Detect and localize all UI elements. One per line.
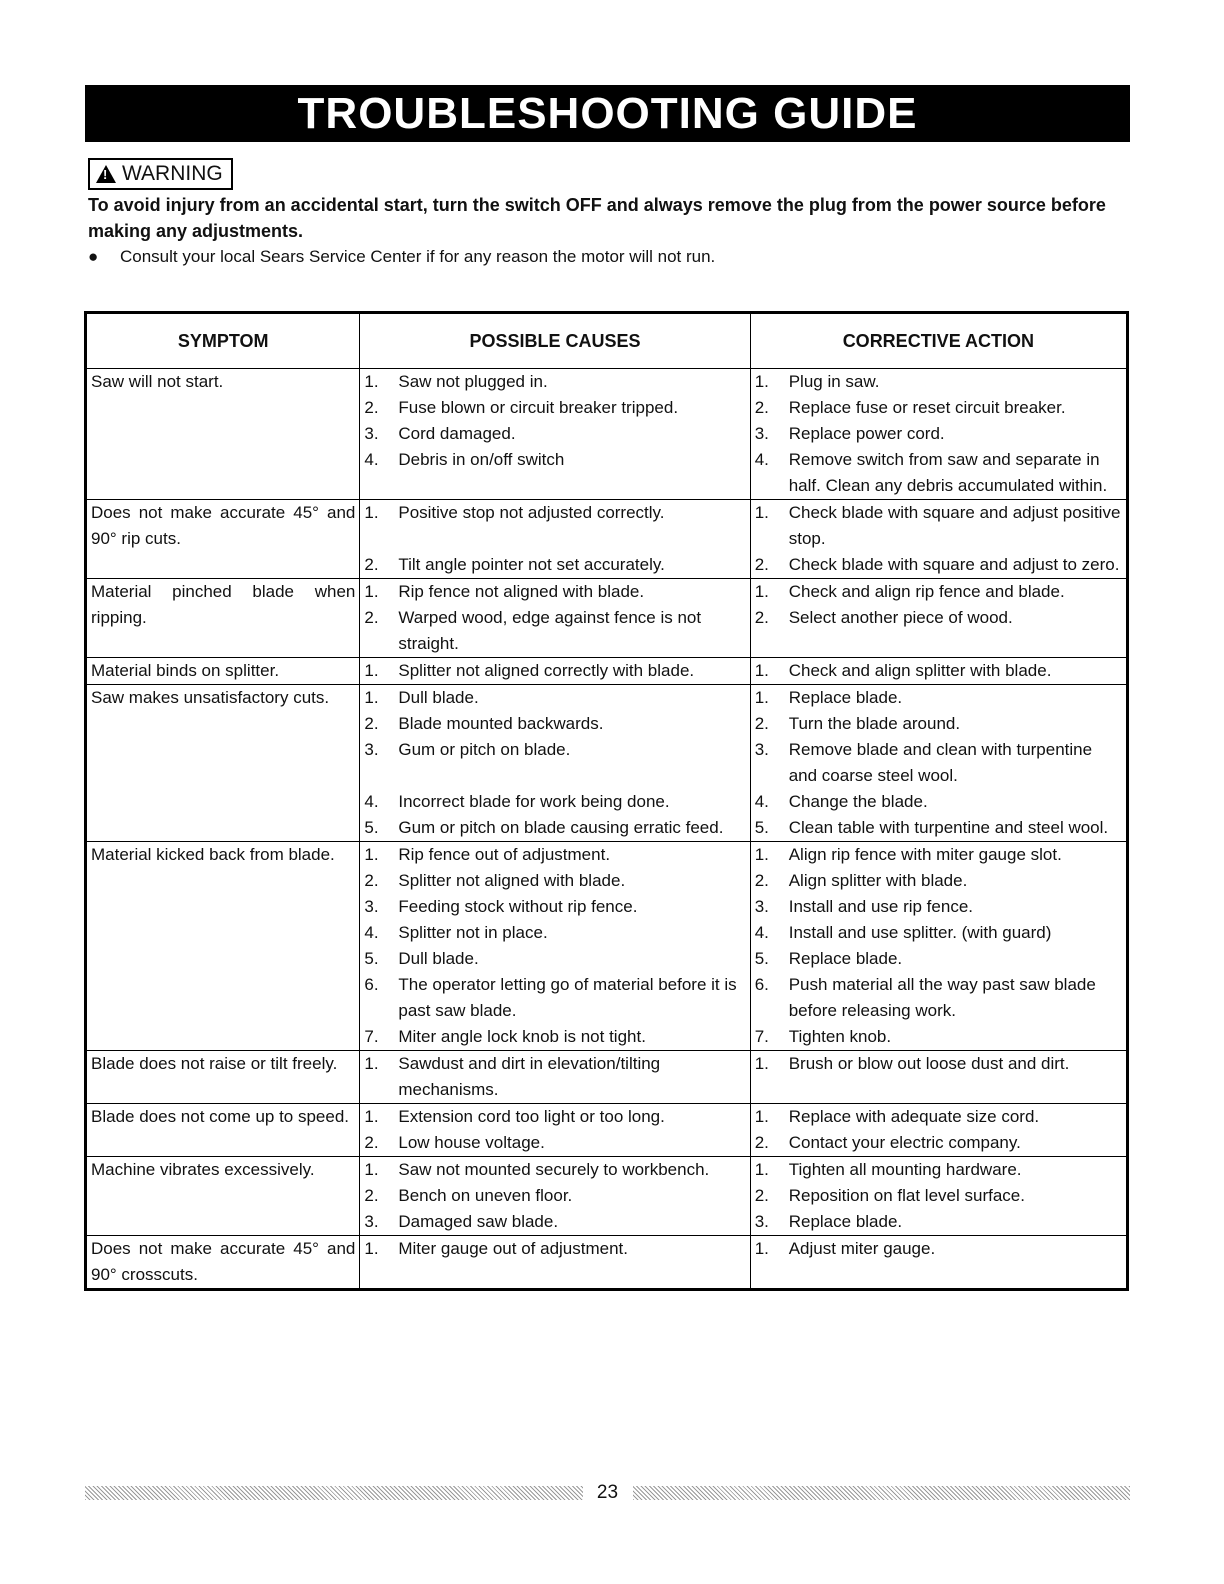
item-number: 2.: [364, 871, 379, 890]
action-text: Tighten all mounting hardware.: [788, 1160, 1022, 1179]
list-item: [364, 369, 745, 395]
item-number: 3.: [364, 897, 379, 916]
item-number: 3.: [754, 1212, 769, 1231]
symptom-text: Saw makes unsatisfactory cuts.: [91, 688, 330, 707]
item-number: 3.: [364, 424, 379, 443]
item-number: 4.: [364, 923, 379, 942]
list-item: [755, 1104, 1122, 1130]
item-number: 4.: [364, 792, 379, 811]
list-item: [755, 842, 1122, 868]
table-row: [86, 658, 1128, 685]
list-item: [364, 395, 745, 421]
action-text: Brush or blow out loose dust and dirt.: [788, 1054, 1070, 1073]
causes-cell: [360, 1051, 750, 1104]
table-row: [86, 1157, 1128, 1236]
cause-text: Low house voltage.: [398, 1133, 545, 1152]
list-item: [755, 789, 1122, 815]
header-possible-causes: POSSIBLE CAUSES: [360, 313, 750, 369]
list-item: [755, 1024, 1122, 1050]
causes-cell: [360, 579, 750, 658]
item-number: 3.: [754, 424, 769, 443]
action-text: Check and align rip fence and blade.: [788, 582, 1065, 601]
table-row: [86, 369, 1128, 500]
symptom-text: Does not make accurate 45° and 90° rip cuts.: [91, 503, 356, 548]
symptom-cell: [86, 685, 360, 842]
cause-text: Cord damaged.: [398, 424, 516, 443]
action-text: Replace blade.: [788, 949, 903, 968]
item-number: 2.: [754, 1133, 769, 1152]
item-number: 2.: [754, 1186, 769, 1205]
list-item: [364, 605, 745, 657]
list-item: [364, 1104, 745, 1130]
actions-cell: [750, 658, 1127, 685]
cause-text: Gum or pitch on blade causing erratic feed.: [398, 818, 724, 837]
cause-text: Miter angle lock knob is not tight.: [398, 1027, 646, 1046]
item-number: 1.: [364, 1239, 379, 1258]
causes-cell: [360, 1157, 750, 1236]
symptom-cell: [86, 369, 360, 500]
table-row: [86, 579, 1128, 658]
cause-text: Incorrect blade for work being done.: [398, 792, 670, 811]
action-text: Clean table with turpentine and steel wool.: [788, 818, 1109, 837]
list-item: [755, 946, 1122, 972]
list-item: [755, 1051, 1122, 1077]
causes-cell: [360, 1104, 750, 1157]
list-item: [755, 447, 1122, 499]
list-item: [364, 421, 745, 447]
warning-text: To avoid injury from an accidental start, turn the switch OFF and always remove the plug from the power source before making any adjustments.: [88, 195, 1106, 241]
list-item: [755, 972, 1122, 1024]
table-row: [86, 500, 1128, 579]
item-number: 5.: [754, 818, 769, 837]
symptom-cell: [86, 1236, 360, 1290]
item-number: 1.: [364, 688, 379, 707]
item-number: 1.: [364, 582, 379, 601]
symptom-text: Material pinched blade when ripping.: [91, 582, 356, 627]
list-item: [755, 711, 1122, 737]
item-number: 2.: [364, 608, 379, 627]
causes-cell: [360, 369, 750, 500]
symptom-cell: [86, 1051, 360, 1104]
item-number: 1.: [364, 503, 379, 522]
list-item: [364, 579, 745, 605]
action-text: Select another piece of wood.: [788, 608, 1013, 627]
cause-text: Miter gauge out of adjustment.: [398, 1239, 628, 1258]
item-number: 2.: [364, 555, 379, 574]
list-item: [755, 605, 1122, 631]
list-item: [755, 815, 1122, 841]
cause-text: Fuse blown or circuit breaker tripped.: [398, 398, 679, 417]
actions-cell: [750, 685, 1127, 842]
item-number: 1.: [364, 372, 379, 391]
action-text: Check and align splitter with blade.: [788, 661, 1052, 680]
symptom-text: Machine vibrates excessively.: [91, 1160, 315, 1179]
list-item: [364, 946, 745, 972]
action-text: Turn the blade around.: [788, 714, 961, 733]
cause-text: The operator letting go of material before it is past saw blade.: [398, 975, 737, 1020]
cause-text: Blade mounted backwards.: [398, 714, 604, 733]
item-number: 1.: [754, 661, 769, 680]
item-number: 1.: [754, 1107, 769, 1126]
cause-text: Rip fence not aligned with blade.: [398, 582, 645, 601]
item-number: 4.: [754, 923, 769, 942]
causes-cell: [360, 500, 750, 579]
action-text: Install and use rip fence.: [788, 897, 973, 916]
actions-cell: [750, 369, 1127, 500]
item-number: 2.: [754, 714, 769, 733]
cause-text: Sawdust and dirt in elevation/tilting mechanisms.: [398, 1054, 661, 1099]
list-item: [755, 1209, 1122, 1235]
cause-text: Tilt angle pointer not set accurately.: [398, 555, 665, 574]
symptom-text: Saw will not start.: [91, 372, 224, 391]
list-item: [364, 1024, 745, 1050]
actions-cell: [750, 842, 1127, 1051]
action-text: Change the blade.: [788, 792, 928, 811]
item-number: 2.: [364, 398, 379, 417]
action-text: Replace blade.: [788, 688, 903, 707]
item-number: 2.: [754, 608, 769, 627]
table-header-row: [86, 313, 1128, 369]
symptom-text: Material kicked back from blade.: [91, 845, 335, 864]
item-number: 3.: [364, 740, 379, 759]
item-number: 3.: [754, 740, 769, 759]
list-item: [364, 1236, 745, 1262]
action-text: Replace fuse or reset circuit breaker.: [788, 398, 1066, 417]
list-item: [364, 815, 745, 841]
cause-text: Splitter not in place.: [398, 923, 548, 942]
item-number: 5.: [754, 949, 769, 968]
table-row: [86, 842, 1128, 1051]
symptom-cell: [86, 500, 360, 579]
actions-cell: [750, 1157, 1127, 1236]
actions-cell: [750, 1236, 1127, 1290]
item-number: 2.: [364, 714, 379, 733]
list-item: [364, 1051, 745, 1103]
spacer: [364, 526, 745, 552]
table-row: [86, 1236, 1128, 1290]
action-text: Align splitter with blade.: [788, 871, 968, 890]
bullet-note: [88, 245, 715, 269]
item-number: 1.: [364, 661, 379, 680]
symptom-text: Blade does not raise or tilt freely.: [91, 1054, 338, 1073]
header-corrective-action: CORRECTIVE ACTION: [750, 313, 1127, 369]
item-number: 7.: [754, 1027, 769, 1046]
item-number: 7.: [364, 1027, 379, 1046]
causes-cell: [360, 842, 750, 1051]
item-number: 2.: [364, 1186, 379, 1205]
item-number: 4.: [754, 450, 769, 469]
page-footer: [85, 1482, 1130, 1504]
action-text: Plug in saw.: [788, 372, 880, 391]
list-item: [364, 447, 745, 473]
item-number: 2.: [754, 398, 769, 417]
list-item: [364, 972, 745, 1024]
symptom-cell: [86, 579, 360, 658]
list-item: [755, 552, 1122, 578]
actions-cell: [750, 500, 1127, 579]
list-item: [364, 920, 745, 946]
cause-text: Splitter not aligned correctly with blade.: [398, 661, 695, 680]
item-number: 3.: [754, 897, 769, 916]
list-item: [755, 1236, 1122, 1262]
list-item: [755, 1130, 1122, 1156]
symptom-cell: [86, 1104, 360, 1157]
cause-text: Saw not plugged in.: [398, 372, 548, 391]
action-text: Push material all the way past saw blade before releasing work.: [788, 975, 1096, 1020]
symptom-cell: [86, 658, 360, 685]
cause-text: Rip fence out of adjustment.: [398, 845, 611, 864]
list-item: [364, 552, 745, 578]
symptom-text: Material binds on splitter.: [91, 661, 280, 680]
cause-text: Debris in on/off switch: [398, 450, 565, 469]
list-item: [755, 369, 1122, 395]
list-item: [364, 789, 745, 815]
item-number: 1.: [754, 845, 769, 864]
action-text: Contact your electric company.: [788, 1133, 1021, 1152]
item-number: 1.: [754, 688, 769, 707]
list-item: [755, 1157, 1122, 1183]
action-text: Adjust miter gauge.: [788, 1239, 936, 1258]
action-text: Replace with adequate size cord.: [788, 1107, 1040, 1126]
action-text: Remove blade and clean with turpentine and coarse steel wool.: [788, 740, 1093, 785]
list-item: [755, 737, 1122, 789]
symptom-text: Blade does not come up to speed.: [91, 1107, 350, 1126]
item-number: 1.: [364, 1107, 379, 1126]
item-number: 1.: [754, 1239, 769, 1258]
action-text: Check blade with square and adjust to zero.: [788, 555, 1120, 574]
item-number: 5.: [364, 949, 379, 968]
item-number: 4.: [364, 450, 379, 469]
item-number: 1.: [754, 1160, 769, 1179]
warning-label: WARNING: [122, 162, 223, 185]
list-item: [364, 685, 745, 711]
causes-cell: [360, 1236, 750, 1290]
table-row: [86, 1051, 1128, 1104]
item-number: 1.: [754, 582, 769, 601]
item-number: 1.: [754, 503, 769, 522]
list-item: [755, 894, 1122, 920]
action-text: Remove switch from saw and separate in half. Clean any debris accumulated within.: [788, 450, 1108, 495]
actions-cell: [750, 579, 1127, 658]
item-number: 5.: [364, 818, 379, 837]
action-text: Install and use splitter. (with guard): [788, 923, 1052, 942]
action-text: Tighten knob.: [788, 1027, 892, 1046]
list-item: [364, 842, 745, 868]
list-item: [364, 1157, 745, 1183]
footer-pattern-left: [85, 1486, 583, 1500]
item-number: 2.: [364, 1133, 379, 1152]
cause-text: Positive stop not adjusted correctly.: [398, 503, 665, 522]
item-number: 1.: [754, 372, 769, 391]
causes-cell: [360, 685, 750, 842]
list-item: [364, 711, 745, 737]
item-number: 1.: [364, 845, 379, 864]
action-text: Align rip fence with miter gauge slot.: [788, 845, 1062, 864]
cause-text: Dull blade.: [398, 688, 479, 707]
cause-text: Saw not mounted securely to workbench.: [398, 1160, 710, 1179]
item-number: 4.: [754, 792, 769, 811]
list-item: [755, 421, 1122, 447]
bullet-icon: ●: [88, 247, 99, 266]
symptom-cell: [86, 1157, 360, 1236]
list-item: [364, 658, 745, 684]
list-item: [364, 868, 745, 894]
list-item: [755, 1183, 1122, 1209]
actions-cell: [750, 1051, 1127, 1104]
list-item: [755, 579, 1122, 605]
spacer: [364, 763, 745, 789]
cause-text: Feeding stock without rip fence.: [398, 897, 638, 916]
warning-label-box: [88, 158, 233, 190]
action-text: Reposition on flat level surface.: [788, 1186, 1025, 1205]
item-number: 3.: [364, 1212, 379, 1231]
causes-cell: [360, 658, 750, 685]
footer-pattern-right: [633, 1486, 1131, 1500]
troubleshooting-table: [84, 311, 1129, 1291]
list-item: [364, 1209, 745, 1235]
cause-text: Splitter not aligned with blade.: [398, 871, 626, 890]
list-item: [364, 737, 745, 763]
list-item: [755, 500, 1122, 552]
item-number: 6.: [754, 975, 769, 994]
list-item: [755, 658, 1122, 684]
list-item: [364, 500, 745, 526]
cause-text: Gum or pitch on blade.: [398, 740, 571, 759]
table-row: [86, 1104, 1128, 1157]
cause-text: Bench on uneven floor.: [398, 1186, 573, 1205]
cause-text: Damaged saw blade.: [398, 1212, 559, 1231]
list-item: [364, 1130, 745, 1156]
item-number: 1.: [364, 1054, 379, 1073]
cause-text: Dull blade.: [398, 949, 479, 968]
cause-text: Warped wood, edge against fence is not straight.: [398, 608, 702, 653]
list-item: [755, 920, 1122, 946]
action-text: Check blade with square and adjust positive stop.: [788, 503, 1121, 548]
symptom-text: Does not make accurate 45° and 90° crosscuts.: [91, 1239, 356, 1284]
list-item: [755, 685, 1122, 711]
header-symptom: SYMPTOM: [86, 313, 360, 369]
action-text: Replace power cord.: [788, 424, 945, 443]
list-item: [755, 868, 1122, 894]
item-number: 6.: [364, 975, 379, 994]
list-item: [364, 1183, 745, 1209]
page-title: TROUBLESHOOTING GUIDE: [85, 85, 1130, 142]
warning-triangle-icon: [96, 165, 116, 183]
item-number: 1.: [754, 1054, 769, 1073]
action-text: Replace blade.: [788, 1212, 903, 1231]
item-number: 1.: [364, 1160, 379, 1179]
item-number: 2.: [754, 555, 769, 574]
symptom-cell: [86, 842, 360, 1051]
list-item: [364, 894, 745, 920]
cause-text: Extension cord too light or too long.: [398, 1107, 665, 1126]
item-number: 2.: [754, 871, 769, 890]
page-number: 23: [596, 1482, 619, 1503]
actions-cell: [750, 1104, 1127, 1157]
table-row: [86, 685, 1128, 842]
list-item: [755, 395, 1122, 421]
bullet-text: Consult your local Sears Service Center if for any reason the motor will not run.: [120, 247, 716, 266]
